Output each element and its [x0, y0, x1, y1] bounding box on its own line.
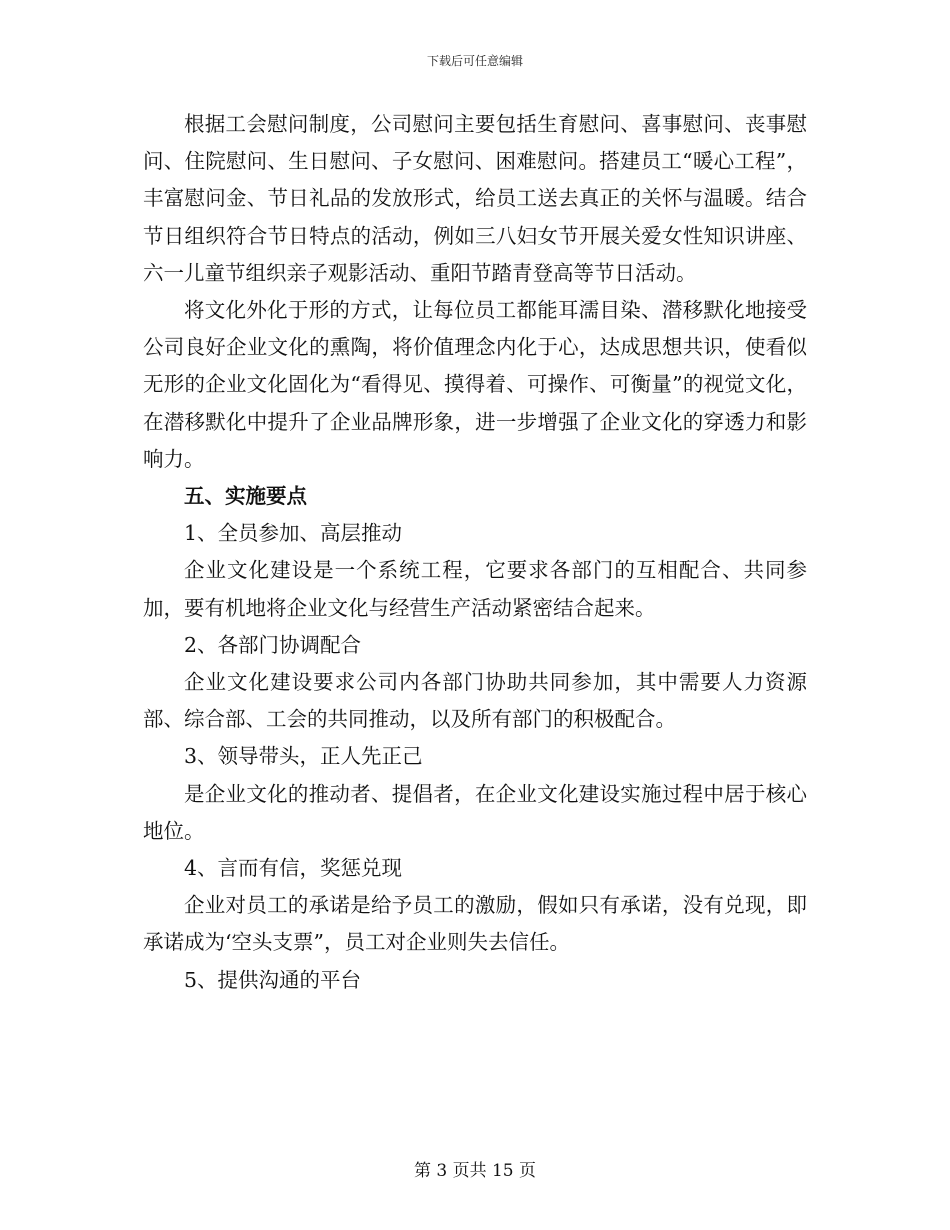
item-3-title: 3、领导带头，正人先正己 [184, 744, 423, 769]
paragraph-visual-culture: 将文化外化于形的方式，让每位员工都能耳濡目染、潜移默化地接受公司良好企业文化的熏陶，将价值理念内化于心，达成思想共识，使看似无形的企业文化固化为“看得见、摸得着、可操作、可衡量”的视觉文化，在潜移默化中提升了企业品牌形象，进一步增强了企业文化的穿透力和影响力。 [143, 298, 807, 471]
paragraph-condolence: 根据工会慰问制度，公司慰问主要包括生育慰问、喜事慰问、丧事慰问、住院慰问、生日慰问、子女慰问、困难慰问。搭建员工“暖心工程”，丰富慰问金、节日礼品的发放形式，给员工送去真正的关怀与温暖。结合节日组织符合节日特点的活动，例如三八妇女节开展关爱女性知识讲座、六一儿童节组织亲子观影活动、重阳节踏青登高等节日活动。 [143, 112, 807, 285]
item-3-text: 是企业文化的推动者、提倡者，在企业文化建设实施过程中居于核心地位。 [143, 781, 807, 843]
item-2-text: 企业文化建设要求公司内各部门协助共同参加，其中需要人力资源部、综合部、工会的共同推动，以及所有部门的积极配合。 [143, 670, 807, 732]
page-header: 下载后可任意编辑 [426, 54, 523, 68]
item-4-text: 企业对员工的承诺是给予员工的激励，假如只有承诺，没有兑现，即承诺成为‘空头支票”，员工对企业则失去信任。 [143, 893, 807, 955]
item-2-title: 2、各部门协调配合 [184, 632, 362, 657]
item-4-title: 4、言而有信，奖惩兑现 [184, 856, 403, 881]
item-1-title: 1、全员参加、高层推动 [184, 521, 403, 546]
item-1-text: 企业文化建设是一个系统工程，它要求各部门的互相配合、共同参加，要有机地将企业文化与经营生产活动紧密结合起来。 [143, 558, 807, 620]
document-body [143, 106, 807, 999]
page-footer: 第 3 页共 15 页 [413, 1161, 537, 1181]
item-5-title: 5、提供沟通的平台 [184, 967, 362, 992]
section-title: 五、实施要点 [184, 484, 307, 509]
